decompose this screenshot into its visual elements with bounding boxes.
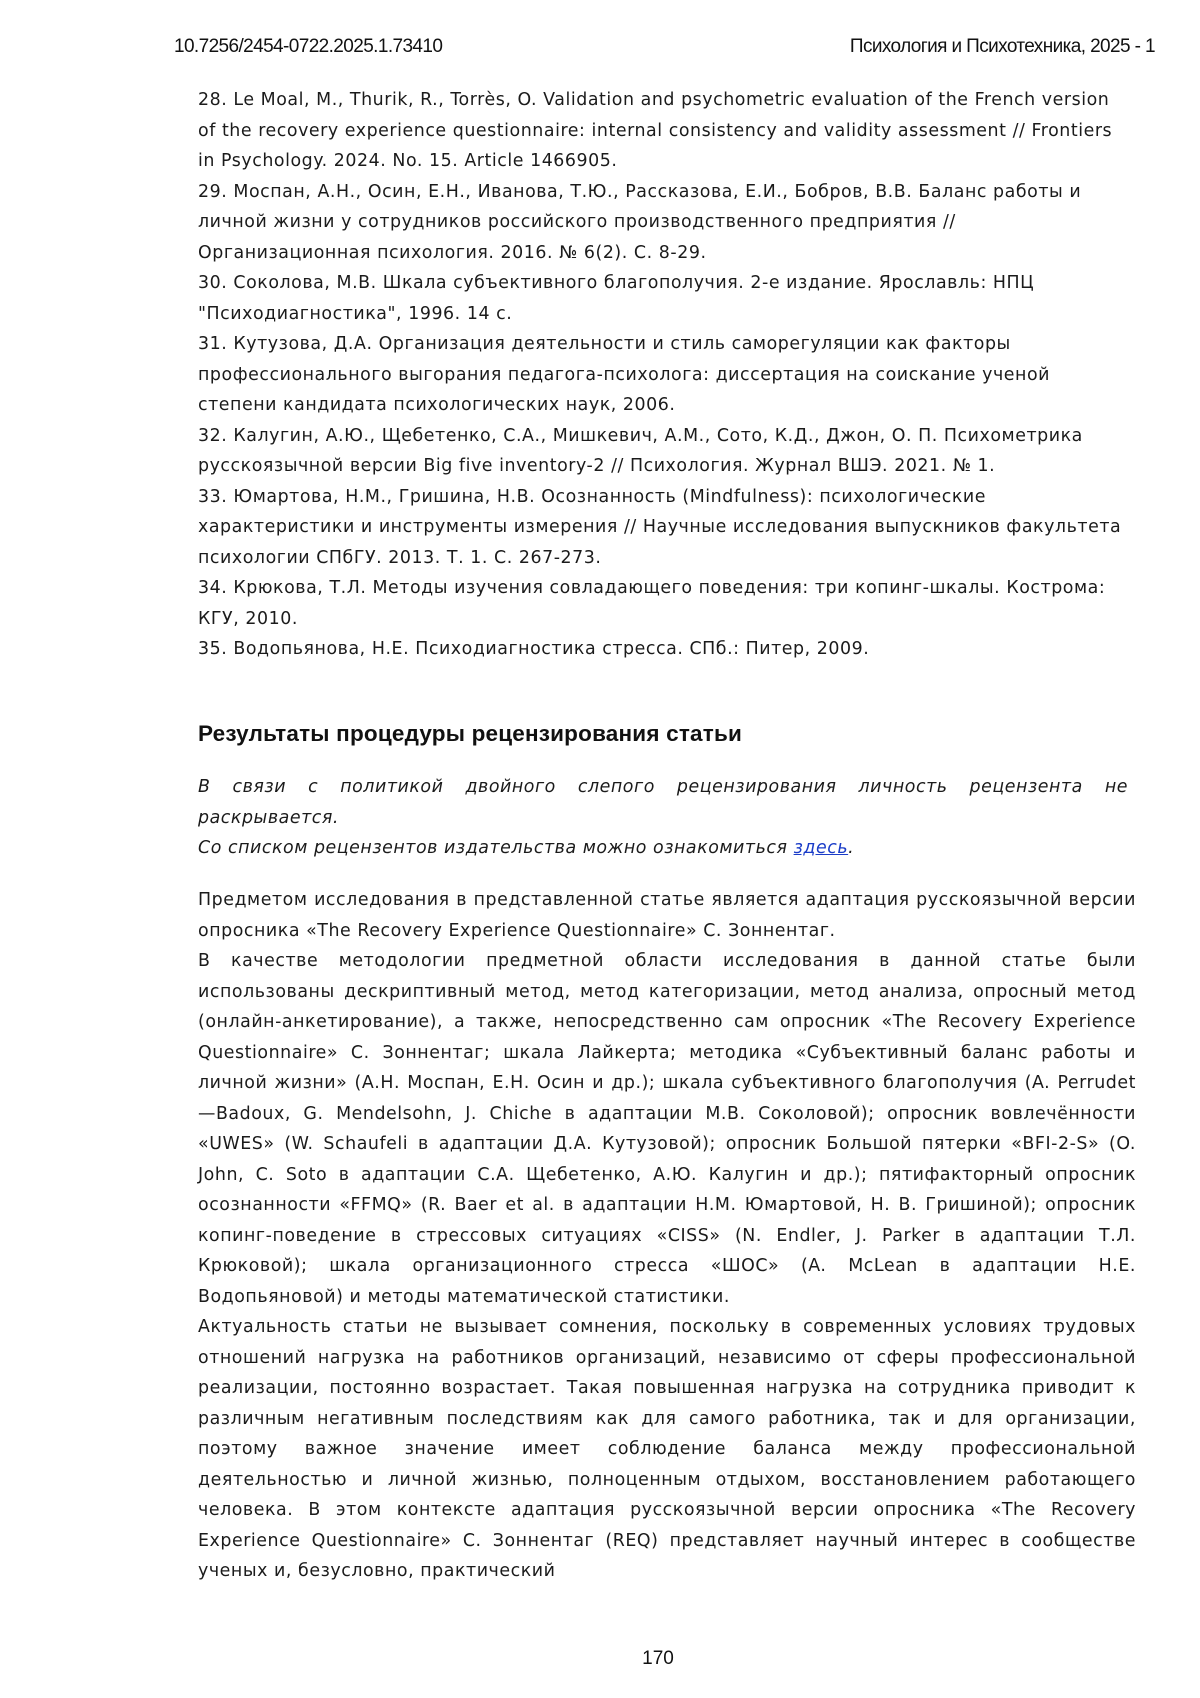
reviewers-list-notice xyxy=(198,833,1128,864)
blind-review-notice: В связи с политикой двойного слепого рецензирования личность рецензента не раскрывается. xyxy=(198,772,1128,833)
reference-item: 35. Водопьянова, Н.Е. Психодиагностика стресса. СПб.: Питер, 2009. xyxy=(194,634,1124,665)
reference-item: 34. Крюкова, Т.Л. Методы изучения совладающего поведения: три копинг-шкалы. Кострома: КГУ, 2010. xyxy=(194,573,1124,634)
reference-item: 28. Le Moal, M., Thurik, R., Torrès, O. Validation and psychometric evaluation of the French version of the recovery experience questionnaire: internal consistency and validity assessment // Frontiers in Psychology. 2024. No. 15. Article 1466905. xyxy=(194,85,1124,177)
reference-item: 29. Моспан, А.Н., Осин, Е.Н., Иванова, Т.Ю., Рассказова, Е.И., Бобров, В.В. Баланс работы и личной жизни у сотрудников российского производственного предприятия // Организационная психология. 2016. № 6(2). С. 8-29. xyxy=(194,177,1124,269)
review-paragraph: В качестве методологии предметной области исследования в данной статье были использованы дескриптивный метод, метод категоризации, метод анализа, опросный метод (онлайн-анкетирование), а также, непосредственно сам опросник «The Recovery Experience Questionnaire» С. Зоннентаг; шкала Лайкерта; методика «Субъективный баланс работы и личной жизни» (А.Н. Моспан, Е.Н. Осин и др.); шкала субъективного благополучия (A. Perrudet—Badoux, G. Mendelsohn, J. Chiche в адаптации М.В. Соколовой); опросник вовлечённости «UWES» (W. Schaufeli в адаптации Д.А. Кутузовой); опросник Большой пятерки «BFI-2-S» (O. John, C. Soto в адаптации С.А. Щебетенко, А.Ю. Калугин и др.); пятифакторный опросник осознанности «FFMQ» (R. Baer et al. в адаптации Н.М. Юмартовой, Н. В. Гришиной); опросник копинг-поведение в стрессовых ситуациях «CISS» (N. Endler, J. Parker в адаптации Т.Л. Крюковой); шкала организационного стресса «ШОС» (A. McLean в адаптации Н.Е. Водопьяновой) и методы математической статистики. xyxy=(198,946,1136,1312)
section-title: Результаты процедуры рецензирования статьи xyxy=(198,721,742,747)
reference-item: 32. Калугин, А.Ю., Щебетенко, С.А., Мишкевич, А.М., Сото, К.Д., Джон, О. П. Психометрика русскоязычной версии Big five inventory-2 // Психология. Журнал ВШЭ. 2021. № 1. xyxy=(194,421,1124,482)
reviewers-list-text: Со списком рецензентов издательства можно ознакомиться xyxy=(198,838,794,858)
review-paragraph: Актуальность статьи не вызывает сомнения, поскольку в современных условиях трудовых отношений нагрузка на работников организаций, независимо от сферы профессиональной реализации, постоянно возрастает. Такая повышенная нагрузка на сотрудника приводит к различным негативным последствиям как для самого работника, так и для организации, поэтому важное значение имеет соблюдение баланса между профессиональной деятельностью и личной жизнью, полноценным отдыхом, восстановлением работающего человека. В этом контексте адаптация русскоязычной версии опросника «The Recovery Experience Questionnaire» С. Зоннентаг (REQ) представляет научный интерес в сообществе ученых и, безусловно, практический xyxy=(198,1312,1136,1587)
page-number: 170 xyxy=(0,1648,1200,1670)
review-notice xyxy=(198,772,1128,864)
review-body xyxy=(198,885,1136,1587)
reviewers-list-period: . xyxy=(848,838,854,858)
reference-list xyxy=(194,85,1124,665)
reference-item: 33. Юмартова, Н.М., Гришина, Н.В. Осознанность (Mindfulness): психологические характеристики и инструменты измерения // Научные исследования выпускников факультета психологии СПбГУ. 2013. Т. 1. С. 267-273. xyxy=(194,482,1124,574)
review-paragraph: Предметом исследования в представленной статье является адаптация русскоязычной версии опросника «The Recovery Experience Questionnaire» С. Зоннентаг. xyxy=(198,885,1136,946)
reference-item: 30. Соколова, М.В. Шкала субъективного благополучия. 2-е издание. Ярославль: НПЦ "Психодиагностика", 1996. 14 с. xyxy=(194,268,1124,329)
reference-item: 31. Кутузова, Д.А. Организация деятельности и стиль саморегуляции как факторы профессионального выгорания педагога-психолога: диссертация на соискание ученой степени кандидата психологических наук, 2006. xyxy=(194,329,1124,421)
journal-header: Психология и Психотехника, 2025 - 1 xyxy=(850,36,1155,58)
doi-header: 10.7256/2454-0722.2025.1.73410 xyxy=(174,36,442,58)
reviewers-list-link[interactable]: здесь xyxy=(794,838,849,858)
